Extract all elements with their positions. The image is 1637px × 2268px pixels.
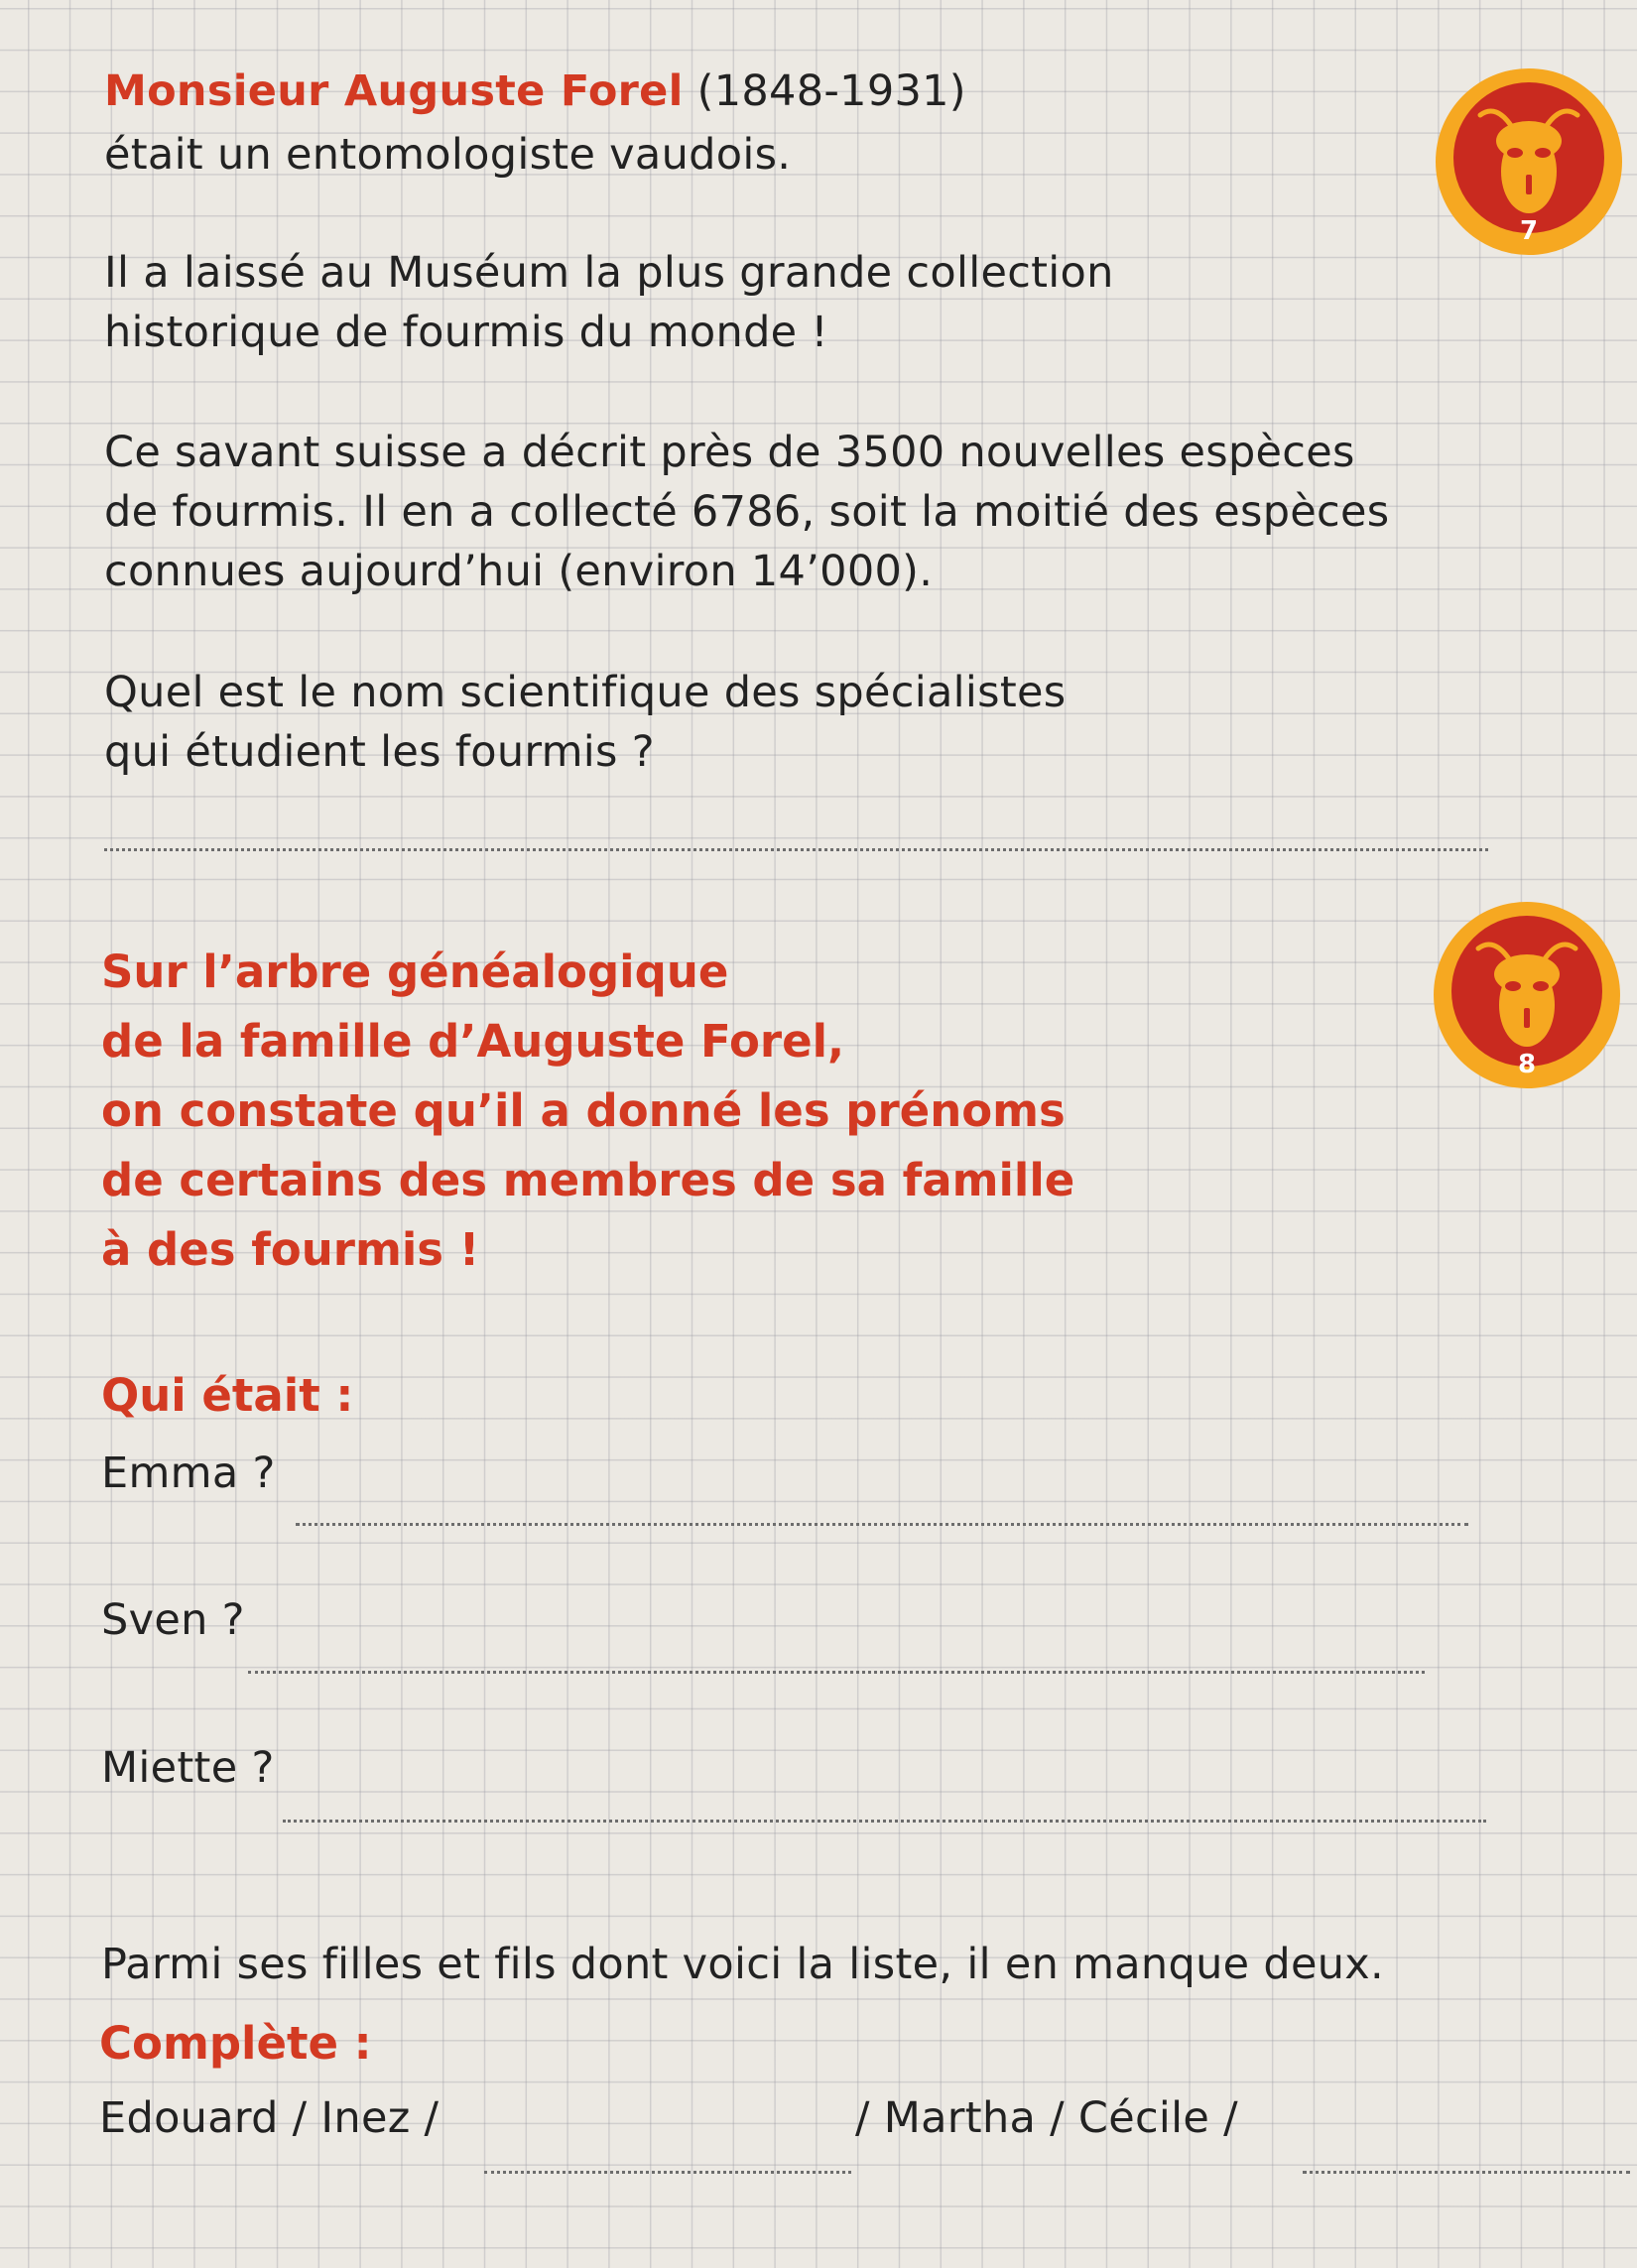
ant-head-badge-8 [1433,901,1621,1089]
ant-head-icon [1435,67,1623,256]
missing-child-line-1[interactable] [484,2171,851,2174]
paragraph-1-line-2: historique de fourmis du monde ! [104,308,828,357]
answer-line-specialists[interactable] [104,848,1488,851]
person-dates: (1848-1931) [683,66,966,116]
title-line-1: Sur l’arbre généalogique [101,945,729,998]
paragraph-1-line-1: Il a laissé au Muséum la plus grande collection [104,248,1114,298]
badge-number: 8 [1517,1050,1537,1079]
sven-label: Sven ? [101,1595,245,1645]
intro-line-2: était un entomologiste vaudois. [104,130,792,180]
question-line-2: qui étudient les fourmis ? [104,727,655,777]
complete-heading: Complète : [99,2017,372,2070]
person-name: Monsieur Auguste Forel [104,66,684,116]
badge-number: 7 [1519,216,1539,246]
who-heading: Qui était : [101,1369,354,1422]
title-line-3: on constate qu’il a donné les prénoms [101,1084,1066,1137]
emma-answer-line[interactable] [296,1523,1468,1526]
children-list-intro: Parmi ses filles et fils dont voici la liste, il en manque deux. [101,1940,1384,1989]
emma-label: Emma ? [101,1449,276,1498]
ant-head-icon [1433,901,1621,1089]
question-line-1: Quel est le nom scientifique des spécialistes [104,668,1067,717]
sven-answer-line[interactable] [248,1671,1425,1674]
title-line-2: de la famille d’Auguste Forel, [101,1015,845,1068]
title-line-5: à des fourmis ! [101,1223,480,1276]
children-names-part-1: Edouard / Inez / [99,2093,440,2143]
intro-line-1 [104,62,966,121]
miette-label: Miette ? [101,1743,275,1793]
paragraph-2-line-2: de fourmis. Il en a collecté 6786, soit la moitié des espèces [104,487,1390,537]
missing-child-line-2[interactable] [1303,2171,1630,2174]
miette-answer-line[interactable] [283,1820,1486,1823]
ant-head-badge-7 [1435,67,1623,256]
paragraph-2-line-3: connues aujourd’hui (environ 14’000). [104,547,934,596]
title-line-4: de certains des membres de sa famille [101,1154,1075,1206]
paragraph-2-line-1: Ce savant suisse a décrit près de 3500 nouvelles espèces [104,428,1355,477]
children-names-part-2: / Martha / Cécile / [855,2093,1238,2143]
